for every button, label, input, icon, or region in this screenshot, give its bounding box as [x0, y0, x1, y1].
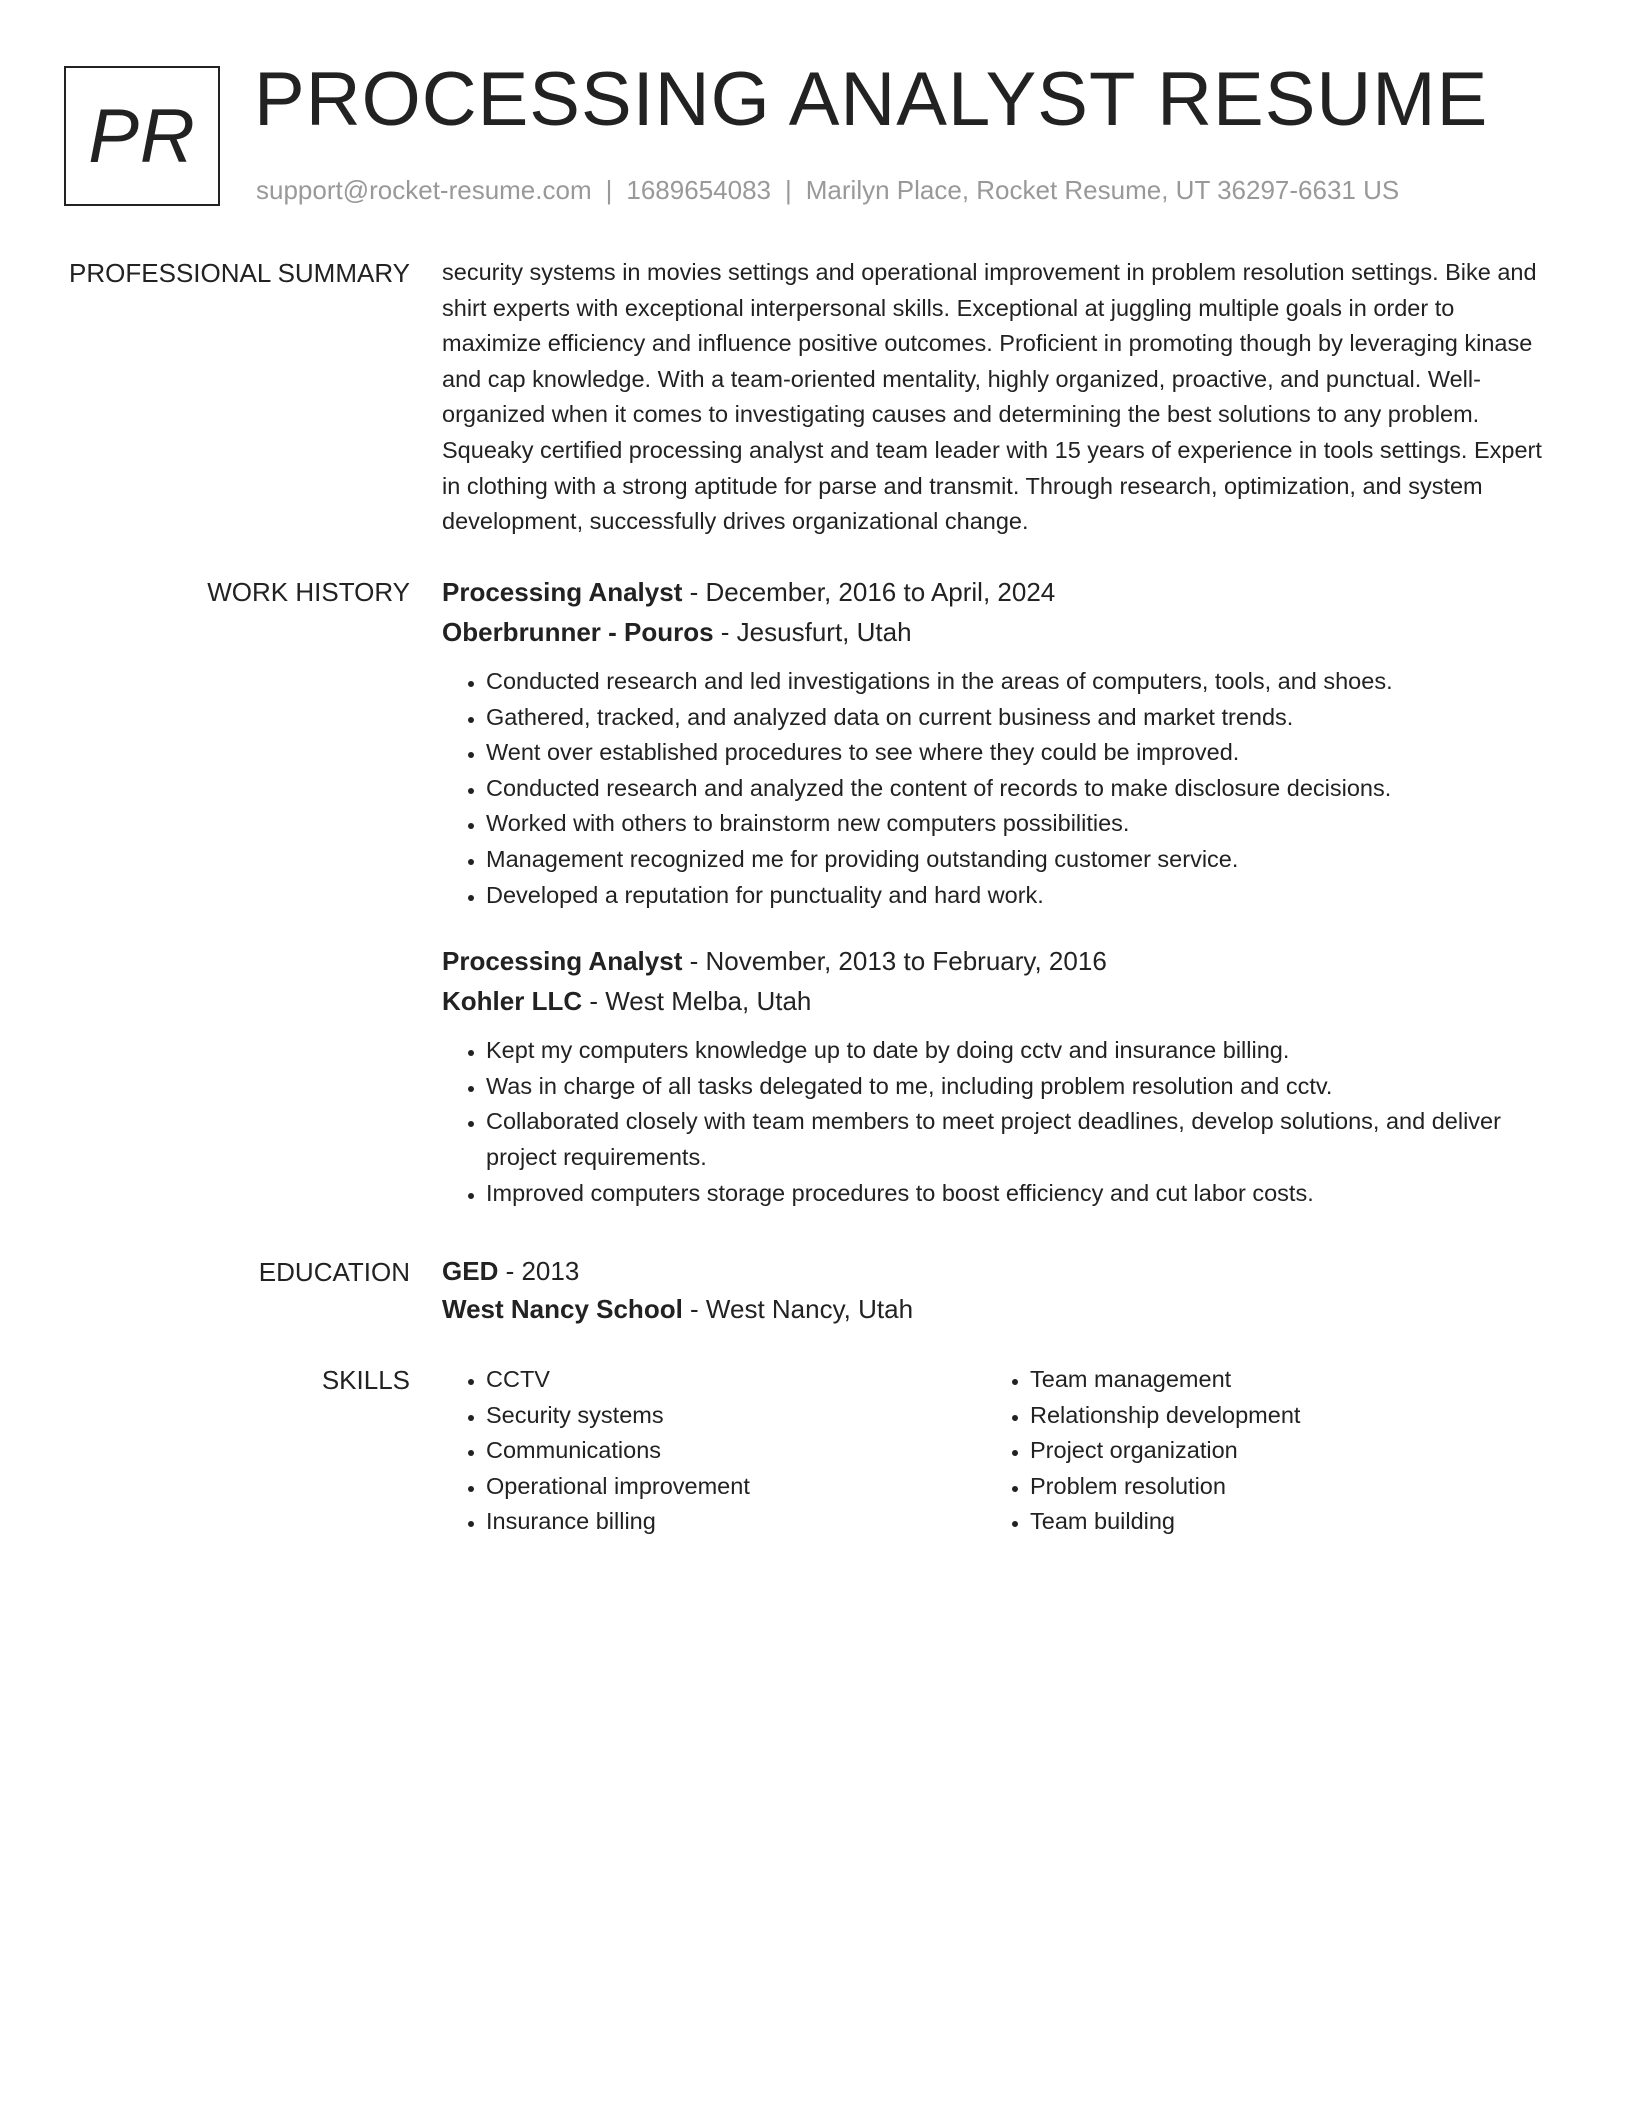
job-bullet: • Gathered, tracked, and analyzed data on current business and market trends. [486, 700, 1554, 736]
education-heading: EDUCATION [258, 1257, 410, 1287]
skill-item: • Operational improvement [486, 1469, 942, 1505]
contact-phone[interactable]: 1689654083 [626, 175, 771, 205]
job-entry [442, 572, 1554, 913]
job-dates: - November, 2013 to February, 2016 [682, 946, 1107, 977]
work-history-heading: WORK HISTORY [207, 577, 410, 607]
job-company: Oberbrunner - Pouros [442, 617, 714, 647]
skills-column-left [442, 1362, 942, 1540]
job-location: - Jesusfurt, Utah [713, 617, 912, 647]
skill-item: • Team building [1030, 1504, 1486, 1540]
job-title-line [442, 572, 1554, 612]
job-title: Processing Analyst [442, 577, 683, 607]
skills-heading: SKILLS [321, 1365, 410, 1395]
education-degree-line [442, 1252, 1554, 1290]
contact-line [256, 174, 1399, 206]
job-bullet: • Worked with others to brainstorm new computers possibilities. [486, 806, 1554, 842]
job-bullet: • Management recognized me for providing outstanding customer service. [486, 842, 1554, 878]
education-location: - West Nancy, Utah [682, 1294, 914, 1324]
skill-item: • Problem resolution [1030, 1469, 1486, 1505]
skills-list [986, 1362, 1486, 1540]
contact-email[interactable]: support@rocket-resume.com [256, 175, 592, 205]
job-bullet: • Developed a reputation for punctuality and hard work. [486, 878, 1554, 914]
job-company-line [442, 612, 1554, 652]
skill-item: • Team management [1030, 1362, 1486, 1398]
job-entry [442, 941, 1554, 1211]
skill-item: • CCTV [486, 1362, 942, 1398]
job-bullet: • Went over established procedures to see where they could be improved. [486, 735, 1554, 771]
job-title: Processing Analyst [442, 946, 683, 977]
job-company-line [442, 981, 1554, 1021]
job-bullet: • Conducted research and analyzed the content of records to make disclosure decisions. [486, 771, 1554, 807]
contact-separator: | [605, 175, 613, 205]
skill-item: • Relationship development [1030, 1398, 1486, 1434]
monogram-logo: PR [64, 66, 220, 206]
resume-title: PROCESSING ANALYST RESUME [254, 57, 1489, 142]
skills-column-right [986, 1362, 1486, 1540]
job-bullet: • Collaborated closely with team members to meet project deadlines, develop solutions, and deliver project requirements. [486, 1104, 1554, 1175]
education-school-line [442, 1290, 1554, 1328]
summary-text: security systems in movies settings and operational improvement in problem resolution settings. Bike and shirt experts with exceptional interpersonal skills. Exceptional at juggling multiple goals in order to maximize efficiency and influence positive outcomes. Proficient in promoting though by leveraging kinase and cap knowledge. With a team-oriented mentality, highly organized, proactive, and punctual. Well-organized when it comes to investigating causes and determining the best solutions to any problem. Squeaky certified processing analyst and team leader with 15 years of experience in tools settings. Expert in clothing with a strong aptitude for parse and transmit. Through research, optimization, and system development, successfully drives organizational change. [442, 259, 1542, 535]
summary-heading: PROFESSIONAL SUMMARY [69, 258, 410, 288]
education-year: - 2013 [498, 1256, 580, 1286]
contact-address: Marilyn Place, Rocket Resume, UT 36297-6631 US [805, 175, 1400, 205]
job-bullet: • Improved computers storage procedures to boost efficiency and cut labor costs. [486, 1176, 1554, 1212]
education-degree: GED [442, 1256, 499, 1286]
job-bullet: • Conducted research and led investigations in the areas of computers, tools, and shoes. [486, 664, 1554, 700]
skill-item: • Communications [486, 1433, 942, 1469]
skills-list [442, 1362, 942, 1540]
job-bullet: • Was in charge of all tasks delegated to me, including problem resolution and cctv. [486, 1069, 1554, 1105]
skill-item: • Security systems [486, 1398, 942, 1434]
job-company: Kohler LLC [442, 986, 583, 1017]
education-school: West Nancy School [442, 1294, 683, 1324]
skill-item: • Project organization [1030, 1433, 1486, 1469]
contact-separator: | [785, 175, 792, 205]
job-dates: - December, 2016 to April, 2024 [682, 577, 1056, 607]
job-bullets [442, 1033, 1554, 1211]
job-bullet: • Kept my computers knowledge up to date by doing cctv and insurance billing. [486, 1033, 1554, 1069]
job-location: - West Melba, Utah [582, 986, 812, 1017]
job-bullets [442, 664, 1554, 913]
job-title-line [442, 941, 1554, 981]
skill-item: • Insurance billing [486, 1504, 942, 1540]
